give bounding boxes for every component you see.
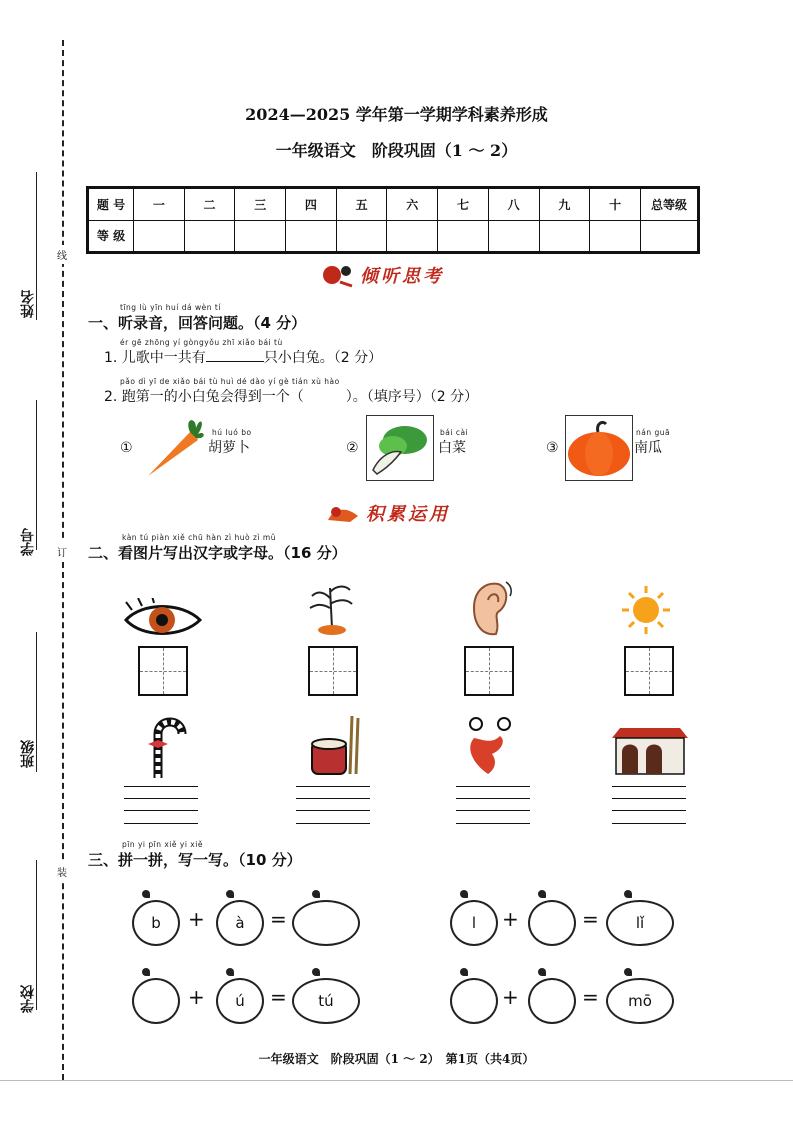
option-3-num: ③: [546, 440, 559, 456]
ear-icon: [466, 578, 514, 638]
knot-icon: [460, 968, 468, 976]
equals-sign: =: [270, 985, 287, 1009]
q1-item1-blank[interactable]: [206, 347, 264, 362]
score-col: 六: [387, 188, 438, 221]
grade-cell[interactable]: [438, 220, 489, 253]
knot-icon: [538, 968, 546, 976]
equals-sign: =: [270, 907, 287, 931]
gate-icon: [612, 726, 688, 776]
tianzige-box-4[interactable]: [624, 646, 674, 696]
q2-pinyin: kàn tú piàn xiě chū hàn zì huò zì mǔ: [122, 533, 276, 542]
eye-icon: [122, 598, 204, 640]
score-col: 七: [438, 188, 489, 221]
score-col: 九: [539, 188, 590, 221]
school-label: 学校: [20, 985, 36, 1013]
q1-item1-after: 只小白兔。（2 分）: [263, 350, 383, 366]
score-col: 十: [590, 188, 641, 221]
q1-item2: 2. 跑第一的小白兔会得到一个（ ）。（填序号）（2 分）: [104, 389, 479, 405]
plus-sign: +: [188, 907, 205, 931]
knot-icon: [226, 890, 234, 898]
exam-subtitle: 一年级语文 阶段巩固（1 ～ 2）: [275, 141, 518, 160]
grade-cell[interactable]: [488, 220, 539, 253]
pinyin-oval-initial[interactable]: b: [132, 900, 180, 946]
q1-title: 一、听录音，回答问题。（4 分）: [88, 314, 307, 332]
pinyin-oval-initial[interactable]: [450, 978, 498, 1024]
q2-title: 二、看图片写出汉字或字母。（16 分）: [88, 544, 347, 562]
option-3-pinyin: nán guā: [636, 428, 671, 437]
pinyin-oval-initial[interactable]: [132, 978, 180, 1024]
option-1-label: 胡萝卜: [208, 440, 250, 456]
pumpkin-icon: [565, 415, 633, 481]
pinyin-oval-result[interactable]: [292, 900, 360, 946]
plus-sign: +: [188, 985, 205, 1009]
plus-sign: +: [502, 985, 519, 1009]
four-line-grid-1[interactable]: [124, 786, 198, 824]
page-bottom-rule: [0, 1080, 793, 1081]
seahorse-icon: [462, 714, 518, 780]
fox-icon: [326, 500, 360, 526]
four-line-grid-3[interactable]: [456, 786, 530, 824]
pinyin-oval-final[interactable]: ú: [216, 978, 264, 1024]
four-line-grid-4[interactable]: [612, 786, 686, 824]
knot-icon: [142, 890, 150, 898]
class-label: 班级: [20, 740, 36, 768]
q1-item1-pinyin: ér gē zhōng yí gòngyǒu zhī xiǎo bái tù: [120, 338, 283, 347]
score-col-total: 总等级: [641, 188, 699, 221]
knot-icon: [312, 890, 320, 898]
knot-icon: [312, 968, 320, 976]
student-id-label: 学号: [20, 528, 36, 556]
score-header-row: [88, 188, 699, 221]
option-2-label: 白菜: [438, 440, 466, 456]
option-3-label: 南瓜: [634, 440, 662, 456]
score-col: 二: [184, 188, 235, 221]
knot-icon: [538, 890, 546, 898]
pinyin-oval-initial[interactable]: l: [450, 900, 498, 946]
q3-pinyin: pīn yi pīn xiě yi xiě: [122, 840, 203, 849]
q1-item1-before: 1. 儿歌中一共有: [104, 350, 206, 366]
score-col: 五: [336, 188, 387, 221]
page-footer: 一年级语文 阶段巩固（1 ～ 2） 第1页（共4页）: [258, 1052, 535, 1066]
knot-icon: [624, 968, 632, 976]
grade-cell[interactable]: [184, 220, 235, 253]
q3-title: 三、拼一拼，写一写。（10 分）: [88, 851, 302, 869]
carrot-icon: [140, 414, 206, 480]
accumulate-banner-text: 积累运用: [366, 504, 450, 525]
option-1-num: ①: [120, 440, 133, 456]
knot-icon: [460, 890, 468, 898]
candy-cane-icon: [144, 714, 190, 782]
name-label: 姓名: [20, 290, 36, 318]
grade-cell[interactable]: [590, 220, 641, 253]
listen-banner-text: 倾听思考: [360, 266, 444, 287]
score-col: 三: [235, 188, 286, 221]
listen-banner: [320, 262, 444, 288]
pinyin-oval-final[interactable]: [528, 978, 576, 1024]
q1-pinyin: tīng lù yīn huí dá wèn tí: [120, 303, 221, 312]
sprout-icon: [308, 578, 354, 636]
score-col: 四: [286, 188, 337, 221]
sun-icon: [620, 584, 672, 636]
accumulate-banner: [326, 500, 450, 526]
cut-label-xian: 线: [57, 245, 67, 264]
score-grade-row: [88, 220, 699, 253]
grade-row-label: 等 级: [88, 220, 134, 253]
grade-cell[interactable]: [235, 220, 286, 253]
pinyin-oval-final[interactable]: [528, 900, 576, 946]
knot-icon: [624, 890, 632, 898]
tianzige-box-2[interactable]: [308, 646, 358, 696]
option-2-pinyin: bái cài: [440, 428, 469, 437]
cut-label-ding: 订: [57, 542, 67, 561]
grade-cell[interactable]: [286, 220, 337, 253]
grade-cell[interactable]: [641, 220, 699, 253]
pinyin-oval-result[interactable]: mō: [606, 978, 674, 1024]
score-row-label: 题 号: [88, 188, 134, 221]
equals-sign: =: [582, 907, 599, 931]
cabbage-icon: [366, 415, 434, 481]
exam-title: 2024—2025 学年第一学期学科素养形成: [245, 105, 548, 124]
option-2-num: ②: [346, 440, 359, 456]
pinyin-oval-final[interactable]: à: [216, 900, 264, 946]
pinyin-oval-result[interactable]: tú: [292, 978, 360, 1024]
drum-icon: [308, 714, 364, 778]
knot-icon: [226, 968, 234, 976]
grade-cell[interactable]: [539, 220, 590, 253]
tianzige-box-3[interactable]: [464, 646, 514, 696]
child-icon: [320, 262, 354, 288]
grade-cell[interactable]: [134, 220, 185, 253]
pinyin-oval-result[interactable]: lǐ: [606, 900, 674, 946]
grade-cell[interactable]: [387, 220, 438, 253]
cut-label-zhuang: 装: [57, 862, 67, 881]
grade-cell[interactable]: [336, 220, 387, 253]
plus-sign: +: [502, 907, 519, 931]
four-line-grid-2[interactable]: [296, 786, 370, 824]
score-table: [86, 186, 700, 254]
knot-icon: [142, 968, 150, 976]
equals-sign: =: [582, 985, 599, 1009]
tianzige-box-1[interactable]: [138, 646, 188, 696]
score-col: 一: [134, 188, 185, 221]
score-col: 八: [488, 188, 539, 221]
q1-item1: [104, 347, 382, 367]
q1-item2-pinyin: pǎo dì yī de xiǎo bái tù huì dé dào yí gè tián xù hào: [120, 377, 340, 386]
option-1-pinyin: hú luó bo: [212, 428, 252, 437]
